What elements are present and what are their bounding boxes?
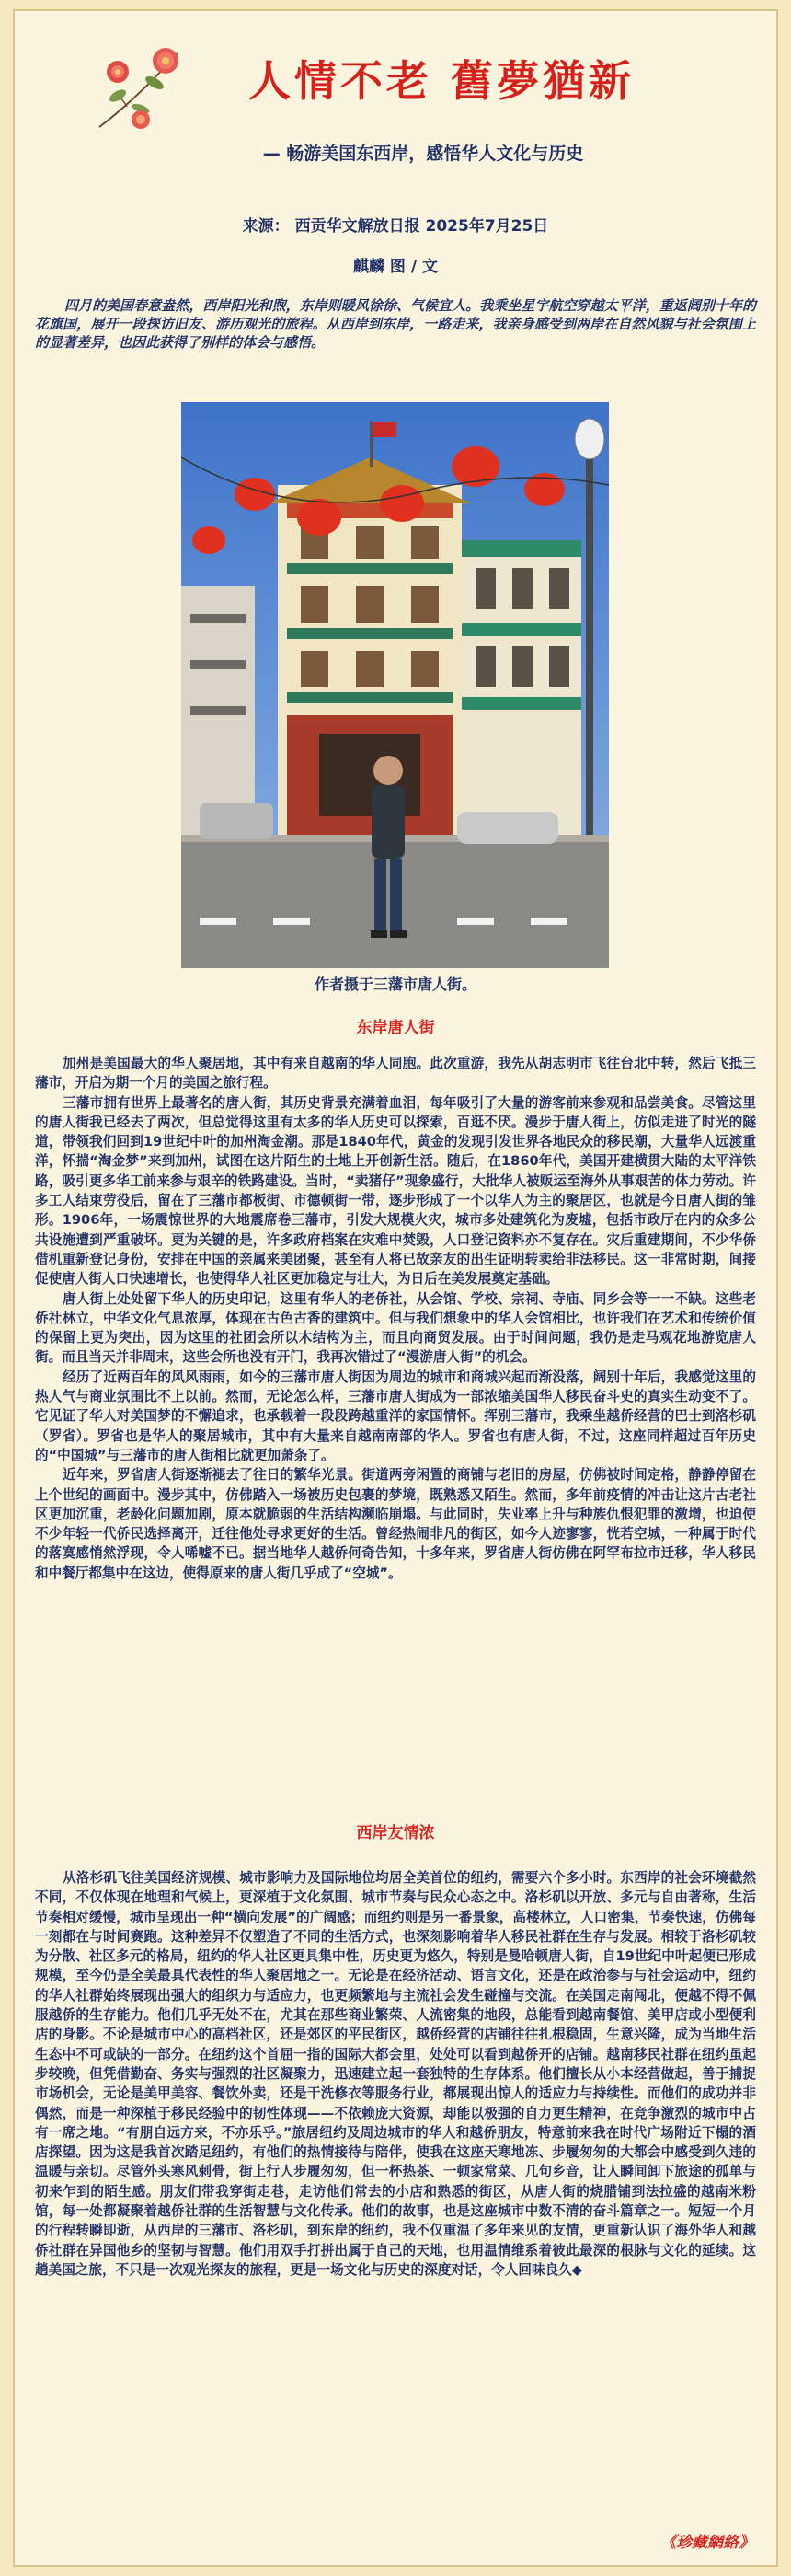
paragraph: 从洛杉矶飞往美国经济规模、城市影响力及国际地位均居全美首位的纽约，需要六个多小时。东西岸的社会环境截然不同，不仅体现在地理和气候上，更深植于文化氛围、城市节奏与民众心态之中。洛杉矶以开放、多元与自由著称，生活节奏相对缓慢，城市呈现出一种“横向发展”的广阔感；而纽约则是另一番景象，高楼林立，人口密集，节奏快速，仿佛每一刻都在与时间赛跑。这种差异不仅塑造了不同的生活方式，也深刻影响着华人移民社群在生存与发展。相较于洛杉矶较为分散、社区多元的格局，纽约的华人社区更具集中性，历史更为悠久，特别是曼哈顿唐人街，自19世纪中叶起便已形成规模，至今仍是全美最具代表性的华人聚居地之一。无论是在经济活动、语言文化，还是在政治参与与社会运动中，纽约的华人社群始终展现出强大的组织力与适应力，也更频繁地与主流社会发生碰撞与交流。在美国走南闯北，便越不得不佩服越侨的生存能力。他们几乎无处不在，尤其在那些商业繁荣、人流密集的地段，总能看到越南餐馆、美甲店或小型便利店的身影。不论是城市中心的高档社区，还是郊区的平民街区，越侨经营的店铺往往扎根稳固，生意兴隆，成为当地生活生态中不可或缺的一部分。在纽约这个首屈一指的国际大都会里，处处可以看到越侨开的店铺。越南移民社群在纽约虽起步较晚，但凭借勤奋、务实与强烈的社区凝聚力，迅速建立起一套独特的生存体系。他们擅长从小本经营做起，善于捕捉市场机会，无论是美甲美容、餐饮外卖，还是干洗修衣等服务行业，都展现出惊人的适应力与持续性。而他们的成功并非偶然，而是一种深植于移民经验中的韧性体现——不依赖庞大资源，却能以极强的自力更生精神，在竞争激烈的城市中占有一席之地。“有朋自远方来，不亦乐乎。”旅居纽约及周边城市的华人和越侨朋友，特意前来我在时代广场附近下榻的酒店探望。因为这是我首次踏足纽约，有他们的热情接待与陪伴，使我在这座天寒地冻、步履匆匆的大都会中感受到久违的温暖与亲切。尽管外头寒风刺骨，街上行人步履匆匆，但一杯热茶、一顿家常菜、几句乡音，让人瞬间卸下旅途的孤单与初来乍到的陌生感。朋友们带我穿街走巷，走访他们常去的小店和熟悉的街区，从唐人街的烧腊铺到法拉盛的越南米粉馆，每一处都凝聚着越侨社群的生活智慧与文化传承。他们的故事，也是这座城市中数不清的奋斗篇章之一。短短一个月的行程转瞬即逝，从西岸的三藩市、洛杉矶，到东岸的纽约，我不仅重温了多年来见的友情，更重新认识了海外华人和越侨社群在异国他乡的坚韧与智慧。他们用双手打拼出属于自己的天地，也用温情维系着彼此最深的根脉与文化的延续。这趟美国之旅，不只是一次观光探友的旅程，更是一场文化与历史的深度对话，令人回味良久◆ <box>35 1870 756 2278</box>
author-credit: 麒麟 图 / 文 <box>353 258 438 276</box>
paragraph: 加州是美国最大的华人聚居地，其中有来自越南的华人同胞。此次重游，我先从胡志明市飞往台北中转，然后飞抵三藩市，开启为期一个月的美国之旅行程。 <box>35 1056 756 1092</box>
paragraph: 近年来，罗省唐人街逐渐褪去了往日的繁华光景。街道两旁闲置的商铺与老旧的房屋，仿佛被时间定格，静静停留在上个世纪的画面中。漫步其中，仿佛踏入一场被历史包裹的梦境，既熟悉又陌生。然而，多年前疫情的冲击让这片古老社区更加沉重，老龄化问题加剧，原本就脆弱的生活结构濒临崩塌。与此同时，失业率上升与种族仇恨犯罪的激增，也迫使不少年轻一代侨民选择离开，迁往他处寻求更好的生活。曾经热闹非凡的街区，如今人迹寥寥，恍若空城，一种属于时代的落寞感悄然浮现，令人唏嘘不已。据当地华人越侨何奇告知，十多年来，罗省唐人街仿佛在阿罕布拉市迁移，华人移民和中餐厅都集中在这边，使得原来的唐人街几乎成了“空城”。 <box>35 1467 756 1581</box>
source-signature: 《珍藏網絡》 <box>660 2534 754 2552</box>
paragraph: 唐人街上处处留下华人的历史印记，这里有华人的老侨社，从会馆、学校、宗祠、寺庙、同乡会等一一不缺。这些老侨社林立，中华文化气息浓厚，体现在古色古香的建筑中。但与我们想象中的华人会馆相比，也许我们在艺术和传统价值的保留上更为突出，因为这里的社团会所以木结构为主，而且向商贸发展。由于时间问题，我仍是走马观花地游览唐人街。而且当天并非周末，这些会所也没有开门，我再次错过了“漫游唐人街”的机会。 <box>35 1290 756 1366</box>
page-subtitle: — 畅游美国东西岸，感悟华人文化与历史 <box>262 144 584 164</box>
section-heading-east: 东岸唐人街 <box>356 1019 435 1037</box>
section-heading-west: 西岸友情浓 <box>356 1824 435 1842</box>
chinatown-photo <box>181 402 609 968</box>
intro-paragraph: 四月的美国春意盎然，西岸阳光和煦，东岸则暖风徐徐、气候宜人。我乘坐星宇航空穿越太平洋，重返阔别十年的花旗国，展开一段探访旧友、游历观光的旅程。从西岸到东岸，一路走来，我亲身感受到两岸在自然风貌与社会氛围上的显著差异，也因此获得了别样的体会与感悟。 <box>35 297 756 351</box>
section-east-body <box>35 1054 756 1583</box>
photo-caption: 作者摄于三藩市唐人街。 <box>314 976 476 993</box>
section-west-body <box>35 1868 756 2280</box>
paragraph: 三藩市拥有世界上最著名的唐人街，其历史背景充满着血泪，每年吸引了大量的游客前来参观和品尝美食。尽管这里的唐人街我已经去了两次，但总觉得这里有太多的华人历史可以探索，百逛不厌。漫步于唐人街上，仿似走进了时光的隧道，带领我们回到19世纪中叶的加州淘金潮。那是1840年代，黄金的发现引发世界各地民众的移民潮，大量华人远渡重洋，怀揣“淘金梦”来到加州，试图在这片陌生的土地上开创新生活。随后，在1860年代，美国开建横贯大陆的太平洋铁路，吸引更多华工前来参与艰辛的铁路建设。当时，“卖猪仔”现象盛行，大批华人被贩运至海外从事艰苦的体力劳动。许多工人结束劳役后，留在了三藩市都板街、市德顿街一带，逐步形成了一个以华人为主的聚居区，也就是今日唐人街的雏形。1906年，一场震惊世界的大地震席卷三藩市，引发大规模火灾，城市多处建筑化为废墟，包括市政厅在内的众多公共设施遭到严重破坏。更为关键的是，许多政府档案在灾难中焚毁，人口登记资料亦不复存在。灾后重建期间，不少华侨借机重新登记身份，安排在中国的亲属来美团聚，甚至有人将已故亲友的出生证明转卖给非法移民。这一非常时期，间接促使唐人街人口快速增长，也使得华人社区更加稳定与壮大，为日后在美发展奠定基础。 <box>35 1094 756 1288</box>
source-line: 来源： 西贡华文解放日报 2025年7月25日 <box>242 217 549 236</box>
paragraph: 经历了近两百年的风风雨雨，如今的三藩市唐人街因为周边的城市和商城兴起而渐没落，阔别十年后，我感觉这里的热人气与商业氛围比不上以前。然而，无论怎么样，三藩市唐人街成为一部浓缩美国华人移民奋斗史的真实生动变不了。它见证了华人对美国梦的不懈追求，也承载着一段段跨越重洋的家国情怀。挥别三藩市，我乘坐越侨经营的巴士到洛杉矶（罗省）。罗省也是华人的聚居城市，其中有大量来自越南南部的华人。罗省也有唐人街，不过，这座同样超过百年历史的“中国城”与三藩市的唐人街相比就更加萧条了。 <box>35 1369 756 1463</box>
page-title: 人情不老 舊夢猶新 <box>247 56 635 106</box>
